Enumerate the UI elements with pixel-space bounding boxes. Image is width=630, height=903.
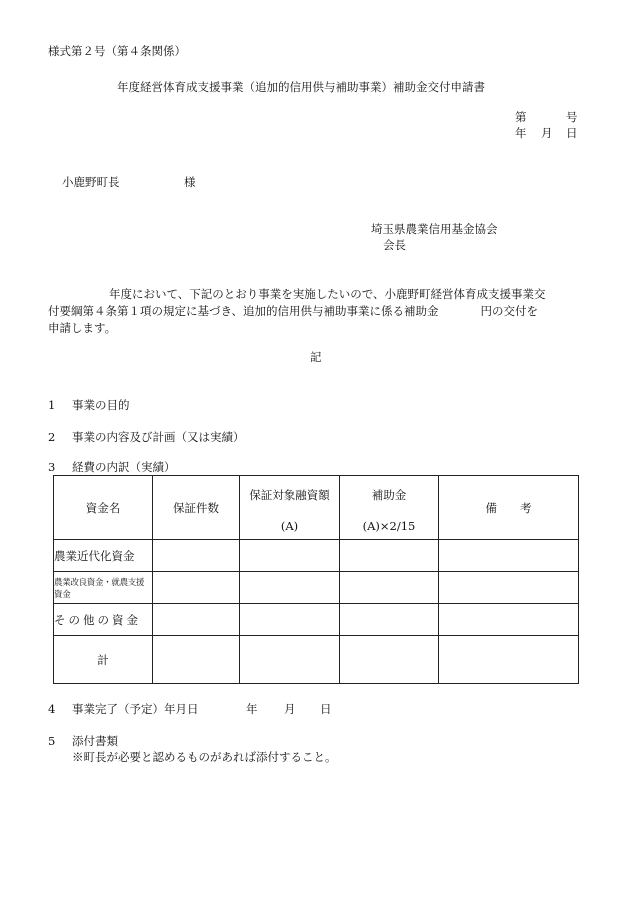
- addressee-name: 小鹿野町長: [62, 175, 120, 189]
- cell-amount[interactable]: [240, 636, 340, 684]
- request-paragraph: [48, 286, 584, 337]
- section-4-number: 4: [48, 702, 56, 716]
- attachment-note: ※町長が必要と認めるものがあれば添付すること。: [72, 750, 337, 764]
- header-remarks: 備 考: [439, 476, 579, 540]
- section-5-number: 5: [48, 734, 56, 748]
- request-line-2: [48, 303, 584, 320]
- request-line-1: 年度において、下記のとおり事業を実施したいので、小鹿野町経営体育成支援事業交: [109, 287, 546, 301]
- addressee-honorific: 様: [184, 175, 196, 189]
- section-4-label: 事業完了（予定）年月日: [72, 702, 199, 716]
- table-row: [54, 540, 579, 572]
- section-2-number: 2: [48, 430, 56, 444]
- cell-count[interactable]: [153, 572, 240, 604]
- request-line-2b: 円の交付を: [480, 304, 539, 318]
- cell-remarks[interactable]: [439, 572, 579, 604]
- cell-remarks[interactable]: [439, 604, 579, 636]
- cell-subsidy[interactable]: [340, 540, 439, 572]
- section-3-number: 3: [48, 460, 56, 474]
- cell-remarks[interactable]: [439, 540, 579, 572]
- doc-number-suffix: 号: [566, 110, 578, 124]
- ki-marker: 記: [310, 350, 322, 364]
- header-fund-name: 資金名: [54, 476, 153, 540]
- cell-subsidy[interactable]: [340, 604, 439, 636]
- row-label-modernization-fund: 農業近代化資金: [54, 540, 153, 572]
- header-subsidy-label: 補助金: [371, 487, 407, 502]
- cell-amount[interactable]: [240, 604, 340, 636]
- table-row: [54, 572, 579, 604]
- header-guarantee-count: 保証件数: [153, 476, 240, 540]
- completion-day: 日: [320, 702, 332, 716]
- applicant-organization: 埼玉県農業信用基金協会: [371, 222, 498, 236]
- cell-amount[interactable]: [240, 540, 340, 572]
- section-3-label: 経費の内訳（実績）: [72, 460, 176, 474]
- document-title: 年度経営体育成支援事業（追加的信用供与補助事業）補助金交付申請書: [117, 80, 485, 94]
- form-number: 様式第２号（第４条関係）: [48, 44, 186, 58]
- table-header-row: [54, 476, 579, 540]
- cell-count[interactable]: [153, 604, 240, 636]
- section-1-number: 1: [48, 398, 56, 412]
- cell-subsidy[interactable]: [340, 572, 439, 604]
- row-label-total: 計: [54, 636, 153, 684]
- completion-month: 月: [284, 702, 296, 716]
- section-2-label: 事業の内容及び計画（又は実績）: [72, 430, 245, 444]
- expense-breakdown-table: [53, 475, 579, 684]
- cell-remarks[interactable]: [439, 636, 579, 684]
- request-line-3: 申請します。: [48, 321, 117, 335]
- request-line-2a: 付要綱第４条第１項の規定に基づき、追加的信用供与補助事業に係る補助金: [48, 304, 439, 318]
- section-5-label: 添付書類: [72, 734, 118, 748]
- row-label-improvement-fund: 農業改良資金・就農支援資金: [54, 572, 153, 604]
- cell-amount[interactable]: [240, 572, 340, 604]
- cell-count[interactable]: [153, 636, 240, 684]
- header-loan-amount-symbol: (A): [280, 518, 299, 533]
- section-1-label: 事業の目的: [72, 398, 130, 412]
- header-guaranteed-loan-amount: [240, 476, 340, 540]
- header-loan-amount-label: 保証対象融資額: [249, 487, 330, 502]
- table-row-total: [54, 636, 579, 684]
- date-month: 月: [541, 126, 553, 140]
- date-year: 年: [515, 126, 527, 140]
- applicant-title: 会長: [383, 238, 406, 252]
- row-label-other-funds: その他の資金: [54, 604, 153, 636]
- doc-number-prefix: 第: [515, 110, 527, 124]
- header-subsidy-formula: (A)×2/15: [362, 518, 416, 533]
- table-row: [54, 604, 579, 636]
- date-day: 日: [566, 126, 578, 140]
- completion-year: 年: [246, 702, 258, 716]
- cell-subsidy[interactable]: [340, 636, 439, 684]
- header-subsidy: [340, 476, 439, 540]
- cell-count[interactable]: [153, 540, 240, 572]
